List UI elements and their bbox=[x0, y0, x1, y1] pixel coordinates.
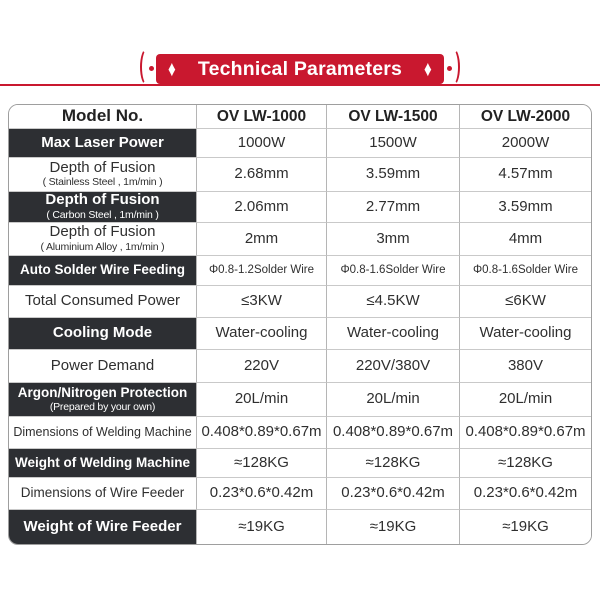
row-value-cell: ≤4.5KW bbox=[327, 286, 460, 318]
row-value-cell: 3.59mm bbox=[460, 192, 591, 223]
row-value-cell: 0.408*0.89*0.67m bbox=[460, 417, 591, 449]
row-value-cell: ≈19KG bbox=[327, 510, 460, 544]
row-label: Max Laser Power bbox=[41, 133, 164, 151]
row-value-cell: 3mm bbox=[327, 223, 460, 256]
row-label-cell bbox=[9, 417, 197, 449]
row-value-cell: 2mm bbox=[197, 223, 327, 256]
row-value-cell: 380V bbox=[460, 350, 591, 383]
row-label-cell bbox=[9, 318, 197, 350]
row-sublabel: (Prepared by your own) bbox=[49, 400, 156, 413]
row-label-cell bbox=[9, 478, 197, 510]
row-value-cell: ≤3KW bbox=[197, 286, 327, 318]
row-label: Cooling Mode bbox=[52, 324, 153, 342]
row-label-cell bbox=[9, 286, 197, 318]
row-value-cell: 4.57mm bbox=[460, 158, 591, 192]
row-value-cell: 3.59mm bbox=[327, 158, 460, 192]
row-value-cell: ≈128KG bbox=[460, 449, 591, 478]
row-value-cell: 220V/380V bbox=[327, 350, 460, 383]
row-value-cell: ≈19KG bbox=[460, 510, 591, 544]
column-header-cell: OV LW-1000 bbox=[197, 105, 327, 129]
row-label: Dimensions of Wire Feeder bbox=[20, 485, 185, 501]
row-label-cell bbox=[9, 350, 197, 383]
column-header-cell: OV LW-1500 bbox=[327, 105, 460, 129]
row-label: Argon/Nitrogen Protection bbox=[17, 384, 188, 400]
row-value-cell: 1500W bbox=[327, 129, 460, 158]
banner-dot-left bbox=[149, 66, 154, 71]
row-label-cell bbox=[9, 192, 197, 223]
row-label: Weight of Wire Feeder bbox=[23, 517, 182, 535]
column-header-cell: OV LW-2000 bbox=[460, 105, 591, 129]
row-value-cell: ≈128KG bbox=[197, 449, 327, 478]
row-label-cell bbox=[9, 510, 197, 544]
row-sublabel: ( Stainless Steel , 1m/min ) bbox=[42, 176, 163, 189]
row-value-cell: 2.77mm bbox=[327, 192, 460, 223]
row-sublabel: ( Carbon Steel , 1m/min ) bbox=[46, 208, 159, 221]
row-label: Depth of Fusion bbox=[45, 192, 160, 209]
table-header-model: Model No. bbox=[9, 105, 197, 129]
row-value-cell: 0.408*0.89*0.67m bbox=[197, 417, 327, 449]
row-label-cell bbox=[9, 256, 197, 286]
header-rule bbox=[0, 84, 600, 86]
diamond-right-icon: ♦ bbox=[424, 56, 433, 82]
title-banner bbox=[156, 54, 444, 84]
parameters-table bbox=[8, 104, 592, 545]
row-value-cell: Φ0.8-1.6Solder Wire bbox=[327, 256, 460, 286]
row-label-cell bbox=[9, 158, 197, 192]
row-value-cell: Water-cooling bbox=[327, 318, 460, 350]
diamond-left-icon: ♦ bbox=[167, 56, 176, 82]
row-value-cell: 0.408*0.89*0.67m bbox=[327, 417, 460, 449]
row-label-cell bbox=[9, 223, 197, 256]
row-value-cell: 1000W bbox=[197, 129, 327, 158]
row-value-cell: Φ0.8-1.6Solder Wire bbox=[460, 256, 591, 286]
page-title: Technical Parameters bbox=[197, 57, 403, 80]
row-value-cell: 2.68mm bbox=[197, 158, 327, 192]
row-value-cell: 0.23*0.6*0.42m bbox=[460, 478, 591, 510]
row-label: Depth of Fusion bbox=[49, 158, 156, 176]
row-label: Dimensions of Welding Machine bbox=[13, 424, 192, 439]
row-label: Weight of Welding Machine bbox=[15, 454, 190, 470]
row-label: Depth of Fusion bbox=[49, 223, 156, 241]
row-value-cell: 2000W bbox=[460, 129, 591, 158]
row-label-cell bbox=[9, 383, 197, 417]
row-sublabel: ( Aluminium Alloy , 1m/min ) bbox=[40, 240, 165, 253]
row-value-cell: 20L/min bbox=[197, 383, 327, 417]
row-label: Auto Solder Wire Feeding bbox=[20, 262, 185, 278]
row-value-cell: 4mm bbox=[460, 223, 591, 256]
row-value-cell: Water-cooling bbox=[460, 318, 591, 350]
row-value-cell: ≤6KW bbox=[460, 286, 591, 318]
row-label-cell bbox=[9, 129, 197, 158]
row-value-cell: 20L/min bbox=[460, 383, 591, 417]
row-value-cell: 220V bbox=[197, 350, 327, 383]
row-label-cell bbox=[9, 449, 197, 478]
row-value-cell: 0.23*0.6*0.42m bbox=[197, 478, 327, 510]
row-value-cell: ≈128KG bbox=[327, 449, 460, 478]
banner-dot-right bbox=[447, 66, 452, 71]
row-value-cell: Φ0.8-1.2Solder Wire bbox=[197, 256, 327, 286]
row-value-cell: 2.06mm bbox=[197, 192, 327, 223]
row-value-cell: 0.23*0.6*0.42m bbox=[327, 478, 460, 510]
row-value-cell: ≈19KG bbox=[197, 510, 327, 544]
row-value-cell: Water-cooling bbox=[197, 318, 327, 350]
row-label: Total Consumed Power bbox=[24, 292, 181, 310]
row-label: Power Demand bbox=[50, 356, 155, 374]
row-value-cell: 20L/min bbox=[327, 383, 460, 417]
